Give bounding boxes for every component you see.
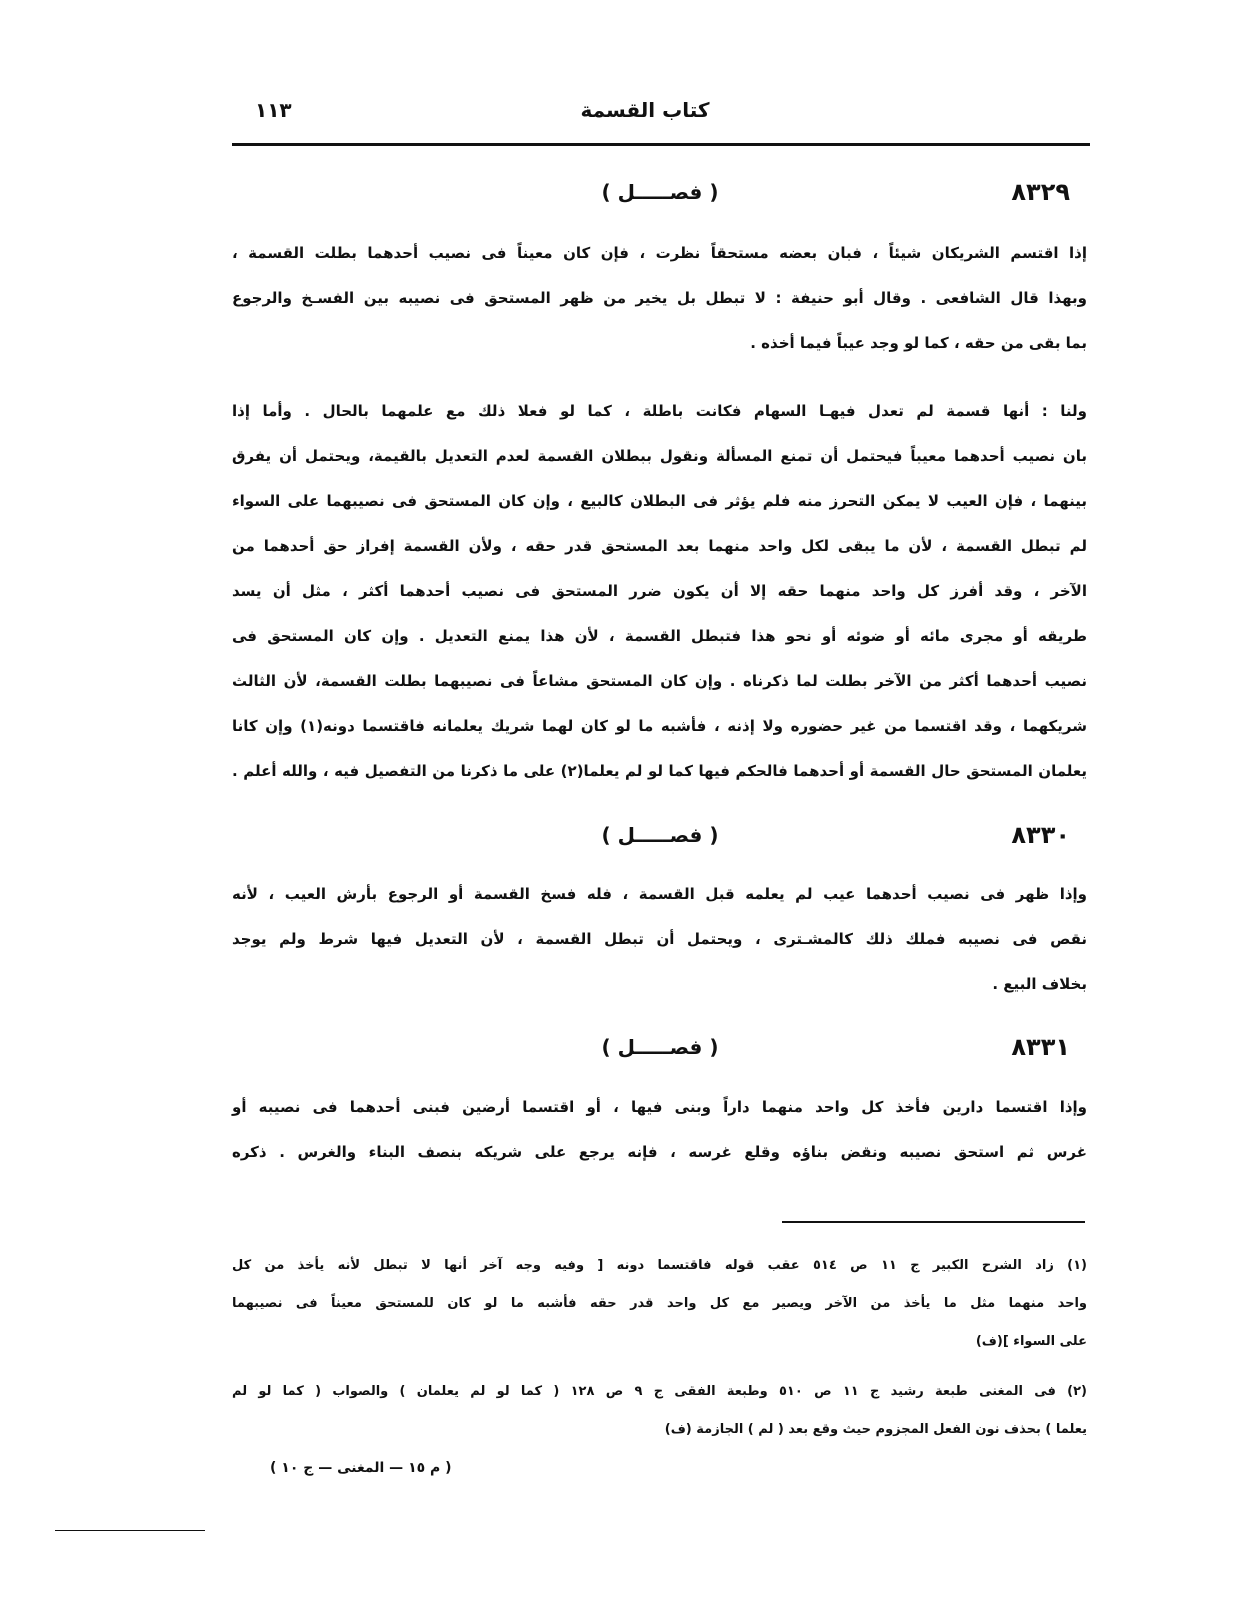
body-line: بان نصيب أحدهما معيباً فيحتمل أن تمنع المسألة ونقول ببطلان القسمة لعدم التعديل بالقيمة، ويحتمل أن يفرق: [232, 447, 1087, 465]
section-title: ( فصـــــل ): [601, 1035, 719, 1059]
body-line: وإذا اقتسما دارين فأخذ كل واحد منهما داراً وبنى فيها ، أو اقتسما أرضين فبنى أحدهما فى نصيبه أو: [232, 1098, 1087, 1116]
body-line: لم تبطل القسمة ، لأن ما يبقى لكل واحد منهما بعد المستحق قدر حقه ، ولأن القسمة إفراز حق أحدهما من: [232, 537, 1087, 555]
body-line: نقص فى نصيبه فملك ذلك كالمشـترى ، ويحتمل أن تبطل القسمة ، لأن التعديل فيها شرط ولم يوجد: [232, 930, 1087, 948]
body-line: غرس ثم استحق نصيبه ونقض بناؤه وقلع غرسه ، فإنه يرجع على شريكه بنصف البناء والغرس . ذكره: [232, 1143, 1087, 1161]
section-number: ٨٣٣٠: [1011, 821, 1070, 849]
signature-mark: ( م ١٥ — المغنى — ج ١٠ ): [270, 1460, 452, 1476]
page-number: ١١٣: [255, 98, 292, 122]
body-line: طريقه أو مجرى مائه أو ضوئه أو نحو هذا فتبطل القسمة ، لأن هذا يمنع التعديل . وإن كان المستحق فى: [232, 627, 1087, 645]
header-rule: [232, 143, 1090, 146]
body-line: شريكهما ، وقد اقتسما من غير حضوره ولا إذنه ، فأشبه ما لو كان لهما شريك يعلمانه فاقتسما دونه(١) وإن كانا: [232, 717, 1087, 735]
body-line: نصيب أحدهما أكثر من الآخر بطلت لما ذكرناه . وإن كان المستحق مشاعاً فى نصيبهما بطلت القسمة، لأن الثالث: [232, 672, 1087, 690]
body-line: يعلمان المستحق حال القسمة أو أحدهما فالحكم فيها كما لو لم يعلما(٢) على ما ذكرنا من التفصيل فيه ، والله أعلم .: [232, 762, 1087, 780]
body-line: وبهذا قال الشافعى . وقال أبو حنيفة : لا تبطل بل يخير من ظهر المستحق فى نصيبه بين الفسـخ والرجوع: [232, 289, 1087, 307]
footnote-line: واحد منهما مثل ما يأخذ من الآخر ويصير مع كل واحد قدر حقه فأشبه ما لو كان للمستحق معيناً فى نصيبهما: [232, 1296, 1087, 1311]
footnote-line: (٢) فى المغنى طبعة رشيد ج ١١ ص ٥١٠ وطبعة الفقى ج ٩ ص ١٢٨ ( كما لو لم يعلمان ) والصواب ( كما لو لم: [232, 1384, 1087, 1399]
running-title: كتاب القسمة: [580, 98, 710, 122]
body-line: بما بقى من حقه ، كما لو وجد عيباً فيما أخذه .: [750, 334, 1087, 352]
footnote-line: يعلما ) بحذف نون الفعل المجزوم حيث وقع بعد ( لم ) الجازمة (ف): [664, 1422, 1087, 1437]
section-title: ( فصـــــل ): [601, 180, 719, 204]
section-title: ( فصـــــل ): [601, 823, 719, 847]
section-number: ٨٣٢٩: [1011, 178, 1070, 206]
bottom-rule: [55, 1530, 205, 1531]
footnote-line: على السواء ](ف): [975, 1334, 1087, 1349]
body-line: إذا اقتسم الشريكان شيئاً ، فبان بعضه مستحقاً نظرت ، فإن كان معيناً فى نصيب أحدهما بطلت القسمة ،: [232, 244, 1087, 262]
body-line: بخلاف البيع .: [992, 975, 1087, 993]
body-line: بينهما ، فإن العيب لا يمكن التحرز منه فلم يؤثر فى البطلان كالبيع ، وإن كان المستحق فى نصيبهما على السواء: [232, 492, 1087, 510]
footnote-rule: [782, 1221, 1085, 1223]
body-line: الآخر ، وقد أفرز كل واحد منهما حقه إلا أن يكون ضرر المستحق فى نصيب أحدهما أكثر ، مثل أن يسد: [232, 582, 1087, 600]
footnote-line: (١) زاد الشرح الكبير ج ١١ ص ٥١٤ عقب قوله فاقتسما دونه [ وفيه وجه آخر أنها لا تبطل لأنه يأخذ من كل: [232, 1258, 1087, 1273]
body-line: وإذا ظهر فى نصيب أحدهما عيب لم يعلمه قبل القسمة ، فله فسخ القسمة أو الرجوع بأرش العيب ، لأنه: [232, 885, 1087, 903]
body-line: ولنا : أنها قسمة لم تعدل فيهـا السهام فكانت باطلة ، كما لو فعلا ذلك مع علمهما بالحال . وأما إذا: [232, 402, 1087, 420]
section-number: ٨٣٣١: [1011, 1033, 1070, 1061]
